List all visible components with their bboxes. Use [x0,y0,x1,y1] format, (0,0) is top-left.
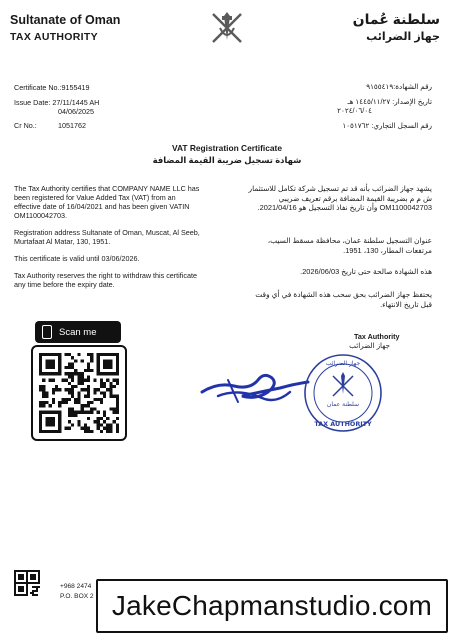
footer-phone: +968 2474 [60,583,92,590]
issue-date-en: Issue Date: 27/11/1445 AH [14,98,100,107]
issue-date-en-greg: 04/06/2025 [58,107,94,116]
cr-number-ar: رقم السجل التجاري: ١٠٥١٧٦٢ [342,121,432,130]
issue-date-ar-greg: ٢٠٢٤/٠٦/٠٤ [337,106,372,115]
cr-number-en-value: 1051762 [58,121,86,130]
body-ar-paragraph-4: يحتفظ جهاز الضرائب بحق سحب هذه الشهادة في أي وقت قبل تاريخ الانتهاء. [255,290,432,309]
cr-number-en-label: Cr No.: [14,121,37,130]
scan-me-label: Scan me [59,326,97,338]
phone-icon [42,325,52,339]
body-ar-paragraph-3: هذه الشهادة صالحة حتى تاريخ 2026/06/03. [300,267,432,276]
body-en-paragraph-2: Registration address Sultanate of Oman, Muscat, Al Seeb, Murtafaat Al Matar, 130, 1951. [14,228,200,246]
header-brand-ar: سلطنة عُمان [352,11,440,27]
scan-me-badge [35,321,121,343]
header-brand-en: Sultanate of Oman [10,13,121,27]
signatory-en: Tax Authority [354,332,400,341]
body-ar-paragraph-2: عنوان التسجيل سلطنة عمان، محافظة مسقط السيب، مرتفعات المطار، 130، 1951. [267,236,432,255]
stamp-ar-top: جهاز الضرائب [325,360,361,367]
qr-code-frame[interactable] [31,345,127,441]
footer-po-box: P.O. BOX 2 [60,592,94,600]
footer-qr-icon [14,570,40,596]
handwritten-signature-icon [198,362,313,412]
watermark-banner: JakeChapmanstudio.com [96,579,448,633]
stamp-ar-mid: سلطنة عمان [326,401,360,408]
issue-date-ar: تاريخ الإصدار: ١٤٤٥/١١/٢٧ هـ [347,97,432,106]
certificate-number-en: Certificate No.:9155419 [14,83,90,92]
stamp-en: TAX AUTHORITY [314,420,372,428]
header-authority-en: TAX AUTHORITY [10,31,98,43]
certificate-number-ar: رقم الشهادة:٩١٥٥٤١٩ [366,82,432,91]
qr-code-icon [39,353,119,433]
signatory-ar: جهاز الضرائب [349,341,390,350]
khanjar-emblem-icon [205,6,249,50]
certificate-title-en: VAT Registration Certificate [172,143,282,153]
certificate-title-ar: شهادة تسجيل ضريبة القيمة المضافة [152,155,302,165]
body-en-paragraph-1: The Tax Authority certifies that COMPANY NAME LLC has been registered for Value Added Tax (VAT) from an effective date of 16/04/2021 and has been given VATIN OM1100042703. [14,184,200,220]
body-ar-paragraph-1: يشهد جهاز الضرائب بأنه قد تم تسجيل شركة تكامل للاستثمار ش م م بضريبة القيمة المضافة برقم تعريف ضريبي OM1100042703 وأن تاريخ نفاذ التسجيل هو 2021/04/16. [248,184,432,213]
header-authority-ar: جهاز الضرائب [366,31,440,43]
footer-contact [60,582,94,601]
body-en-paragraph-4: Tax Authority reserves the right to withdraw this certificate any time before the expiry date. [14,271,197,289]
body-en-paragraph-3: This certificate is valid until 03/06/2026. [14,254,140,263]
tax-authority-stamp-icon [302,352,384,434]
